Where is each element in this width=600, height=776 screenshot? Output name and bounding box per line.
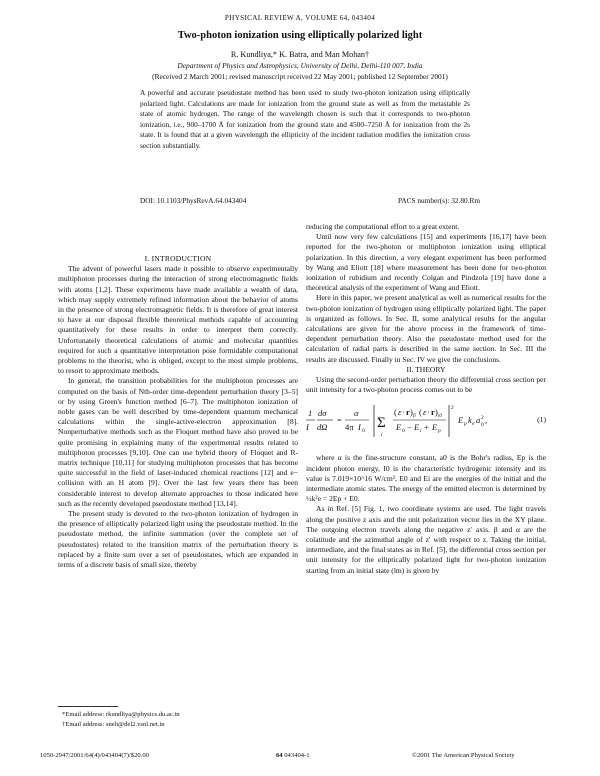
svg-text:r: r [406,407,410,418]
svg-text:): ) [410,407,413,418]
svg-text:(: ( [419,407,422,418]
svg-text:4π: 4π [345,422,354,433]
footer-article-number: 043404-1 [284,752,310,759]
right-column [306,222,546,576]
doi[interactable]: DOI: 10.1103/PhysRevA.64.043404 [140,196,247,205]
svg-text:(: ( [394,407,397,418]
footnote-divider [58,706,118,707]
svg-text:a: a [476,415,481,426]
svg-text:−: − [407,422,412,433]
paragraph: reducing the computational effort to a great extent. [306,222,460,231]
svg-text:ε: ε [423,407,427,418]
svg-text:I: I [358,422,361,433]
footer-volume: 64 [276,752,283,759]
equation-number: (1) [537,415,546,425]
footnote-email-1: *Email address: rkundliya@physics.du.ac.in [62,711,180,718]
svg-text:=: = [337,415,342,426]
footnote-email-2: †Email address: sneh@del2.vsnl.net.in [62,721,165,728]
svg-text:0: 0 [481,422,484,429]
svg-text:0: 0 [402,428,405,435]
paragraph: Here in this paper, we present analytical as well as numerical results for the two-photon ionization of hydrogen using elliptically polarized light. The paper is organized as follows. In Sec. II, some analytical results for the angular calculations are given for the above process in the framework of time-dependent perturbation theory. Also the pseudostate method used for the calculation of radial parts is described in the same section. In Sec. III the results are discussed. Finally in Sec. IV we give the conclusions. [306,293,546,364]
svg-text:2: 2 [451,405,454,412]
abstract: A powerful and accurate pseudostate method has been used to study two-photon ionization using elliptically polarized light. Calculations are made for ionization from the ground state as well as from the metastable 2s state of atomic hydrogen. The range of the wavelength chosen is such that it corresponds to two-photon ionization, i.e., 900–1700 Å for ionization from the ground state and 4500–7250 Å for ionization from the 2s state. It is found that at a given wavelength the ellipticity of the incident radiation modifies the ionization cross section substantially. [140,88,470,150]
svg-text:dΩ: dΩ [317,422,328,433]
svg-text:2: 2 [481,415,484,422]
paragraph: The present study is devoted to the two-photon ionization of hydrogen in the presence of elliptically polarized light using the pseudostate method. In the pseudostate method, the infinite summation (over the complete set of pseudostates) related to the transition matrix of the perturbation theory is replaced by a finite sum over a set of pseudostates, which are expanded in terms of a discrete basis of small size, thereby [58,509,298,570]
svg-text:p: p [438,428,441,435]
section-title-theory: II. THEORY [406,364,446,374]
paragraph: In general, the transition probabilities for the multiphoton processes are computed on the basis of Nth-order time-dependent perturbation theory [3–5] or by using Green's function method [6–7]. The multiphoton ionization of noble gases can be well described by time-dependent quantum mechanical calculations within the single-active-electron approximation [8]. Nonperturbative methods such as the Floquet method have also proved to be quite promising in explaining many of the experimental results related to multiphoton processes [9,10]. One can use hybrid theory of Floquet and R-matrix technique [10,11] for studying multiphoton processes that has become quite successful in the field of laser-induced chemical reactions [12] and e− collision with an H atom [9]. Over the last few years there has been considerable interest to develop alternate approaches to those indicated here such as the recently developed pseudostate method [13,14]. [58,376,298,508]
footer-page [276,752,310,759]
section-title-introduction: I. INTRODUCTION [144,254,212,263]
equation-graphic [306,399,526,445]
svg-text:e: e [472,421,475,428]
svg-text:·: · [402,407,405,418]
footer-copyright: ©2001 The American Physical Society [412,752,515,759]
svg-text:0: 0 [362,428,365,435]
authors: R. Kundliya,* K. Batra, and Man Mohan† [230,50,370,59]
paragraph: Using the second-order perturbation theory the differential cross section per unit intensity for a two-photon process comes out to be [306,375,546,395]
paragraph: The advent of powerful lasers made it possible to observe experimentally multiphoton processes during the interaction of strong electromagnetic fields with atoms [1,2]. These experiments have made available a wealth of data, which may supply extremely refined information about the behavior of atoms in the presence of strong electromagnetic fields. It is therefore of great interest to have at our disposal flexible theoretical methods capable of accounting quantitatively for these results in order to interpret them correctly. Unfortunately theoretical calculations of atomic and molecular quantities required for such a quantitative interpretation pose formidable computational problems to the theorist, who is obliged, except to the most simple problems, to resort to approximate methods. [58,264,298,376]
affiliation: Department of Physics and Astrophysics, University of Delhi, Delhi-110 007, India [177,61,423,70]
svg-text:I: I [306,422,309,433]
svg-text:fi: fi [413,414,416,420]
svg-text:r: r [431,407,435,418]
svg-text:+: + [424,422,429,433]
svg-text:i0: i0 [438,414,442,420]
svg-text:ε: ε [398,407,402,418]
svg-text:E: E [414,422,420,433]
svg-text:1: 1 [308,408,313,419]
journal-header: PHYSICAL REVIEW A, VOLUME 64, 043404 [224,14,376,22]
paragraph: Until now very few calculations [15] and experiments [16,17] have been reported for the two-photon or multiphoton ionization using elliptical polarization. In this direction, a very elegant experiment has been performed by Wang and Eliott [18] where measurement has been done for two-photon ionization of rubidium and recently Colgan and Pindzola [19] have done a theoretical analysis of the experiment of Wang and Eliott. [306,232,546,293]
svg-text:E: E [458,415,464,426]
svg-text:Σ: Σ [377,415,386,432]
paragraph: where α is the fine-structure constant, a0 is the Bohr's radius, Ep is the incident photon energy, I0 is the characteristic hydrogenic intensity and its value is 7.019×10^16 W/cm², E0 and Ei are the energies of the initial and the intermediate atomic states. The energy of the emitted electron is determined by ½k²e = 2Ep + E0. [306,453,546,504]
svg-text:): ) [435,407,438,418]
svg-text:i: i [381,432,383,439]
svg-text:E: E [432,422,438,433]
svg-text:E: E [396,422,402,433]
svg-text:p: p [464,421,467,428]
paragraph: As in Ref. [5] Fig. 1, two coordinate systems are used. The light travels along the positive z axis and the unit polarization vector lies in the XY plane. The outgoing electron travels along the negative z′ axis. β and α are the colatitude and the azimuthal angle of z′ with respect to z. Taking the initial, intermediate, and the final states as in Ref. [5], the differential cross section per unit intensity for the elliptically polarized light for two-photon ionization starting from an initial state (lm) is given by [306,504,546,575]
svg-text:k: k [468,415,472,426]
svg-text:·: · [427,407,430,418]
svg-text:i: i [420,428,422,435]
left-column [58,222,298,570]
paper-title: Two-photon ionization using elliptically polarized light [177,30,423,41]
svg-text:dσ: dσ [318,408,327,419]
svg-text:α: α [354,408,359,419]
footer-issn: 1050-2947/2001/64(4)/043404(7)/$20.00 [40,752,149,759]
svg-text:,: , [485,415,488,426]
received-dates: (Received 2 March 2001; revised manuscript received 22 May 2001; published 12 September 2001) [152,72,448,81]
equation-1 [306,399,546,445]
pacs-numbers: PACS number(s): 32.80.Rm [398,196,481,205]
